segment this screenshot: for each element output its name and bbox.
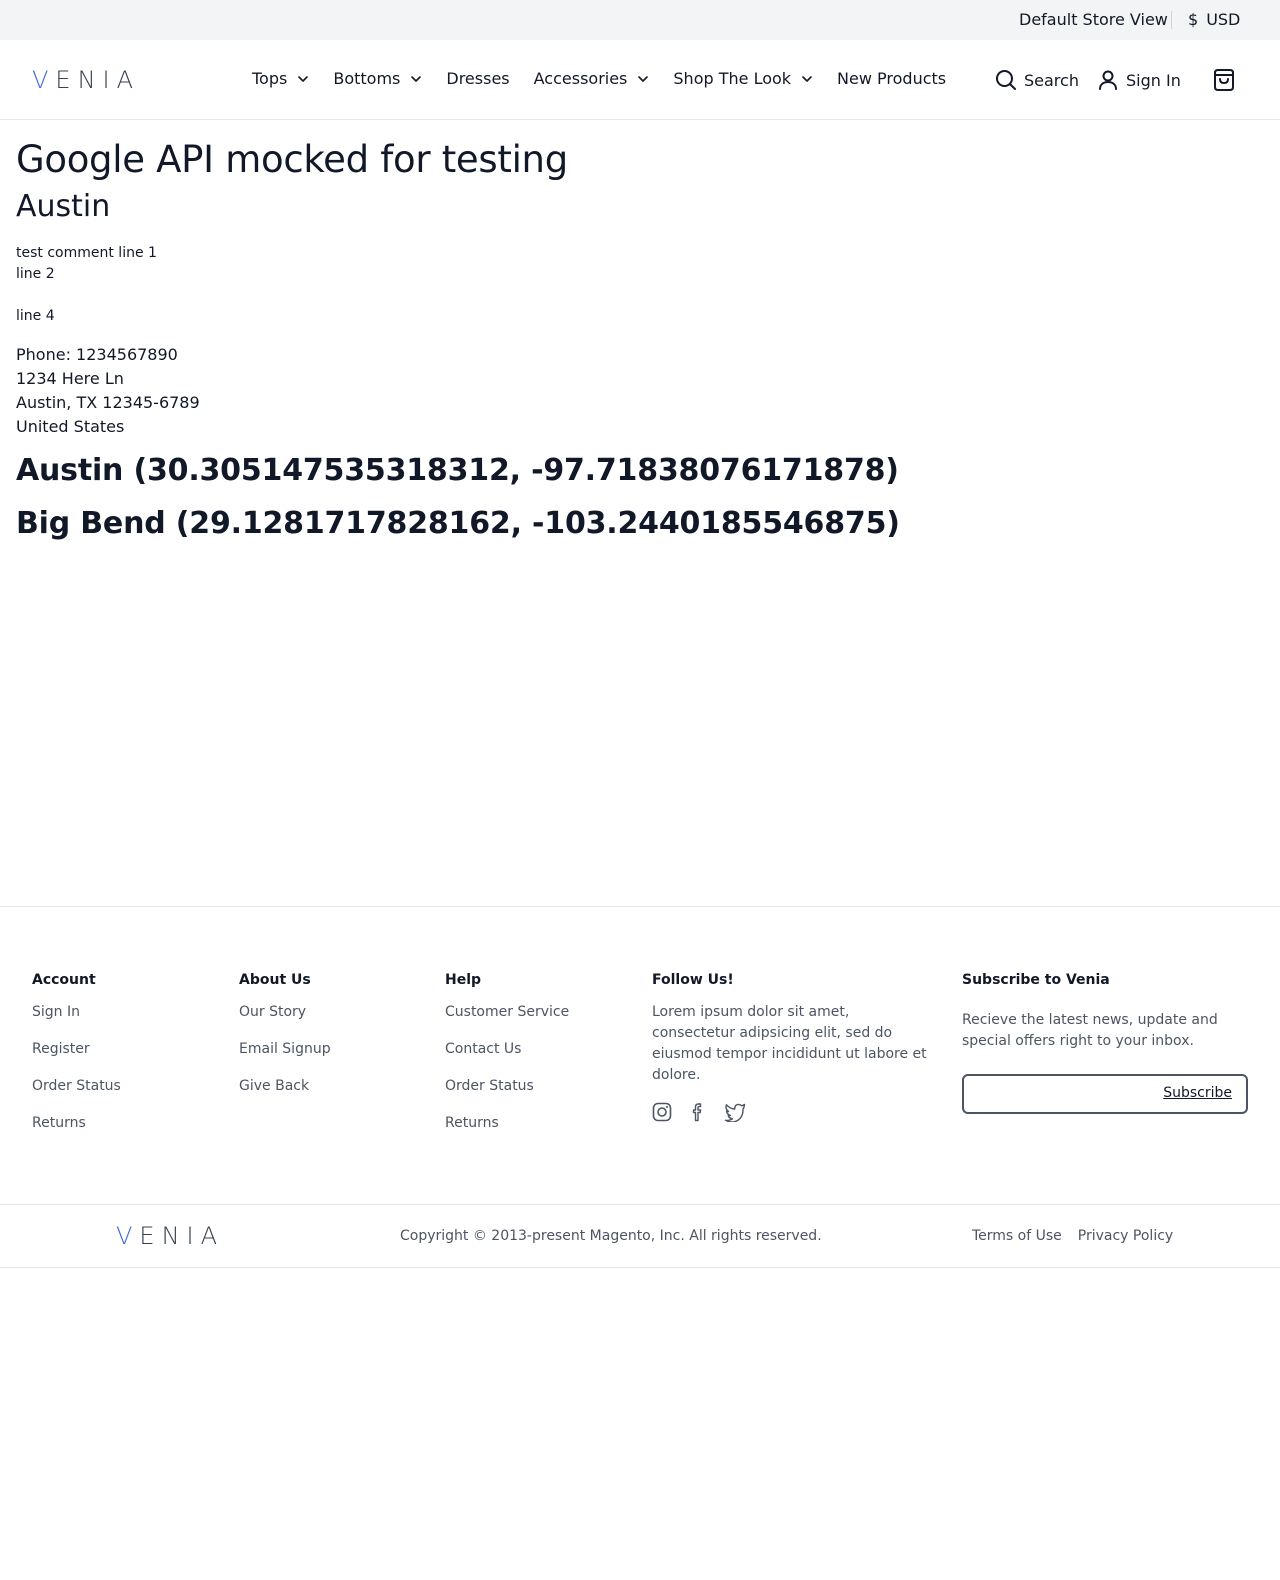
logo-letter: N xyxy=(161,1222,180,1250)
nav-item-tops[interactable] xyxy=(252,69,309,88)
comment-line: test comment line 1 xyxy=(16,244,157,261)
location-big-bend: Big Bend (29.1281717828162, -103.2440185546875) xyxy=(16,505,900,541)
footer-link-sign-in[interactable]: Sign In xyxy=(32,1004,80,1020)
logo-letter: E xyxy=(55,66,71,94)
social-links xyxy=(652,1102,927,1122)
footer-bottom-bar xyxy=(0,1204,1280,1268)
footer-subscribe-column xyxy=(962,972,1248,1114)
footer-link-order-status[interactable]: Order Status xyxy=(445,1078,534,1094)
footer-heading: About Us xyxy=(239,972,311,988)
follow-description: Lorem ipsum dolor sit amet, consectetur adipsicing elit, sed do eiusmod tempor incididunt ut labore et dolore. xyxy=(652,1004,927,1083)
store-comment xyxy=(16,243,1264,327)
subscribe-button[interactable]: Subscribe xyxy=(1163,1085,1232,1101)
chevron-down-icon xyxy=(637,73,649,85)
nav-label: New Products xyxy=(837,69,947,88)
logo-letter: I xyxy=(102,66,110,94)
nav-label: Shop The Look xyxy=(673,69,792,88)
sign-in-label: Sign In xyxy=(1126,70,1181,90)
logo-letter: A xyxy=(200,1222,218,1250)
instagram-icon[interactable] xyxy=(652,1102,672,1122)
page-title: Google API mocked for testing xyxy=(16,138,568,181)
currency-code: USD xyxy=(1206,10,1241,29)
chevron-down-icon xyxy=(801,73,813,85)
store-address xyxy=(16,343,1264,439)
main-navigation xyxy=(252,69,970,88)
search-icon xyxy=(994,68,1018,92)
footer-link-email-signup[interactable]: Email Signup xyxy=(239,1041,331,1057)
comment-line: line 2 xyxy=(16,265,55,282)
footer-heading: Follow Us! xyxy=(652,972,734,988)
twitter-icon[interactable] xyxy=(724,1102,744,1122)
store-phone: Phone: 1234567890 xyxy=(16,344,178,364)
store-view-switcher[interactable]: Default Store View xyxy=(1019,10,1168,29)
site-header xyxy=(0,40,1280,120)
facebook-icon[interactable] xyxy=(688,1102,708,1122)
footer-link-our-story[interactable]: Our Story xyxy=(239,1004,307,1020)
search-button[interactable] xyxy=(994,68,1079,92)
location-austin: Austin (30.305147535318312, -97.71838076171878) xyxy=(16,452,899,488)
footer-link-contact-us[interactable]: Contact Us xyxy=(445,1041,522,1057)
footer-follow-column xyxy=(652,972,927,1122)
chevron-down-icon xyxy=(410,73,422,85)
logo-letter: V xyxy=(116,1222,133,1250)
venia-logo[interactable] xyxy=(32,67,136,93)
footer-account-column xyxy=(32,972,121,1150)
sign-in-button[interactable] xyxy=(1096,68,1181,92)
nav-item-dresses[interactable] xyxy=(446,69,509,88)
nav-label: Bottoms xyxy=(333,69,401,88)
footer-venia-logo[interactable] xyxy=(116,1224,217,1248)
privacy-policy-link[interactable]: Privacy Policy xyxy=(1077,1228,1174,1244)
currency-switcher[interactable] xyxy=(1188,10,1240,29)
footer-link-returns[interactable]: Returns xyxy=(445,1115,499,1131)
nav-item-bottoms[interactable] xyxy=(333,69,422,88)
subscribe-email-input[interactable] xyxy=(972,1080,1152,1108)
logo-letter: V xyxy=(32,66,49,94)
nav-label: Accessories xyxy=(533,69,628,88)
topbar-divider xyxy=(1171,11,1172,29)
footer-help-column xyxy=(445,972,569,1150)
logo-letter: N xyxy=(77,66,96,94)
footer-heading: Account xyxy=(32,972,96,988)
footer-heading: Subscribe to Venia xyxy=(962,972,1110,988)
logo-letter: A xyxy=(116,66,134,94)
footer-heading: Help xyxy=(445,972,482,988)
store-street: 1234 Here Ln xyxy=(16,368,124,388)
footer-link-returns[interactable]: Returns xyxy=(32,1115,86,1131)
site-footer xyxy=(0,906,1280,1131)
logo-letter: I xyxy=(186,1222,194,1250)
top-utility-bar xyxy=(0,0,1280,40)
footer-about-column xyxy=(239,972,331,1113)
terms-of-use-link[interactable]: Terms of Use xyxy=(972,1228,1062,1244)
logo-letter: E xyxy=(139,1222,155,1250)
footer-link-order-status[interactable]: Order Status xyxy=(32,1078,121,1094)
shopping-bag-icon[interactable] xyxy=(1212,67,1236,93)
comment-line xyxy=(16,285,1264,306)
currency-symbol: $ xyxy=(1188,10,1199,29)
store-locator-content xyxy=(16,140,1264,542)
comment-line: line 4 xyxy=(16,307,55,324)
footer-link-register[interactable]: Register xyxy=(32,1041,90,1057)
store-country: United States xyxy=(16,416,125,436)
nav-item-shop-the-look[interactable] xyxy=(673,69,813,88)
user-icon xyxy=(1096,68,1120,92)
subscribe-description: Recieve the latest news, update and special offers right to your inbox. xyxy=(962,1012,1218,1049)
nav-item-new-products[interactable] xyxy=(837,69,946,88)
legal-links xyxy=(972,1228,1173,1244)
copyright-text: Copyright © 2013-present Magento, Inc. All rights reserved. xyxy=(400,1228,822,1244)
search-label: Search xyxy=(1024,70,1079,90)
nav-item-accessories[interactable] xyxy=(534,69,650,88)
subscribe-form xyxy=(962,1074,1248,1114)
nav-label: Dresses xyxy=(446,69,510,88)
chevron-down-icon xyxy=(297,73,309,85)
store-city-line: Austin, TX 12345-6789 xyxy=(16,392,200,412)
footer-link-customer-service[interactable]: Customer Service xyxy=(445,1004,570,1020)
nav-label: Tops xyxy=(252,69,288,88)
store-name: Austin xyxy=(16,188,111,224)
footer-link-give-back[interactable]: Give Back xyxy=(239,1078,310,1094)
